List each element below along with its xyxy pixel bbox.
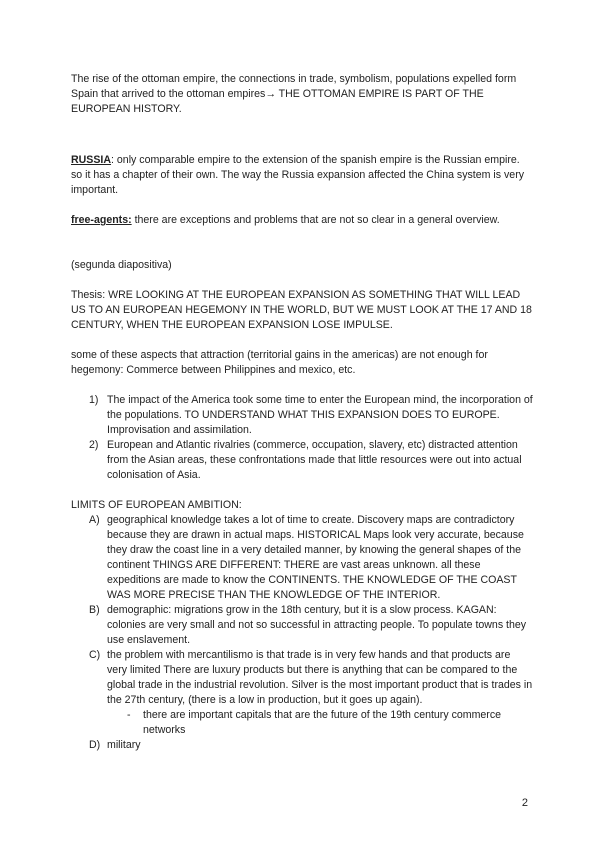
segunda-diapositiva-note: (segunda diapositiva) [71,259,172,271]
limits-heading: LIMITS OF EUROPEAN AMBITION: [71,499,242,511]
list-marker: A) [89,514,100,526]
russia-heading: RUSSIA [71,154,112,166]
list-item [71,513,533,603]
list-item [71,738,533,753]
list-marker: C) [89,649,101,661]
list-item [71,603,533,648]
limits-list [71,513,533,753]
aspects-paragraph: some of these aspects that attraction (territorial gains in the americas) are not enough for hegemony: Commerce between Philippines and mexico, etc. [71,349,488,376]
intro-paragraph: The rise of the ottoman empire, the connections in trade, symbolism, populations expelled form Spain that arrived to the ottoman empires→ THE OTTOMAN EMPIRE IS PART OF THE EUROPEAN HISTORY. [71,73,517,115]
list-item-text: The impact of the America took some time to enter the European mind, the incorporation of the populations. TO UNDERSTAND WHAT THIS EXPANSION DOES TO EUROPE. Improvisation and assimilation. [107,394,533,436]
list-item-text: military [107,739,141,751]
list-item-text: there are important capitals that are the future of the 19th century commerce networks [143,709,502,736]
free-agents-paragraph [71,213,533,228]
russia-paragraph [71,153,533,198]
list-item [107,708,533,738]
list-item [71,393,533,438]
list-item-text: demographic: migrations grow in the 18th century, but it is a slow process. KAGAN: colonies are very small and not so successful in attracting people. To populate towns they use enslavement. [107,604,527,646]
thesis-paragraph: Thesis: WRE LOOKING AT THE EUROPEAN EXPANSION AS SOMETHING THAT WILL LEAD US TO AN EUROPEAN HEGEMONY IN THE WORLD, BUT WE MUST LOOK AT THE 17 AND 18 CENTURY, WHEN THE EUROPEAN EXPANSION LOSE IMPULSE. [71,289,532,331]
numbered-list [71,393,533,483]
list-item [71,438,533,483]
list-item-text: the problem with mercantilismo is that trade is in very few hands and that products are very limited There are luxury products but there is anything that can be compared to the global trade in the industrial revolution. Silver is the most important product that is trades in the 27th century, (there is a low in production, but it goes up again). [107,649,533,706]
list-marker: D) [89,739,101,751]
list-marker: B) [89,604,100,616]
list-marker: 2) [89,439,99,451]
free-agents-text: there are exceptions and problems that are not so clear in a general overview. [131,214,500,226]
list-marker: 1) [89,394,99,406]
dash-marker: - [127,709,131,721]
sub-list [107,708,533,738]
list-item-text: European and Atlantic rivalries (commerce, occupation, slavery, etc) distracted attention from the Asian areas, these confrontations made that little resources were out into actual colonisation of Asia. [107,439,522,481]
free-agents-heading: free-agents: [71,214,132,226]
document-body [71,72,533,753]
list-item-text: geographical knowledge takes a lot of time to create. Discovery maps are contradictory because they are drawn in actual maps. HISTORICAL Maps look very accurate, because they draw the coast line in a very detailed manner, by knowing the general shapes of the continent THINGS ARE DIFFERENT: THERE are vast areas unknown. all these expeditions are made to know the CONTINENTS. THE KNOWLEDGE OF THE COAST WAS MORE PRECISE THAN THE KNOWLEDGE OF THE INTERIOR. [107,514,524,601]
page-number: 2 [521,797,528,809]
list-item [71,648,533,738]
russia-text: : only comparable empire to the extension of the spanish empire is the Russian empire. so it has a chapter of their own. The way the Russia expansion affected the China system is very important. [71,154,525,196]
